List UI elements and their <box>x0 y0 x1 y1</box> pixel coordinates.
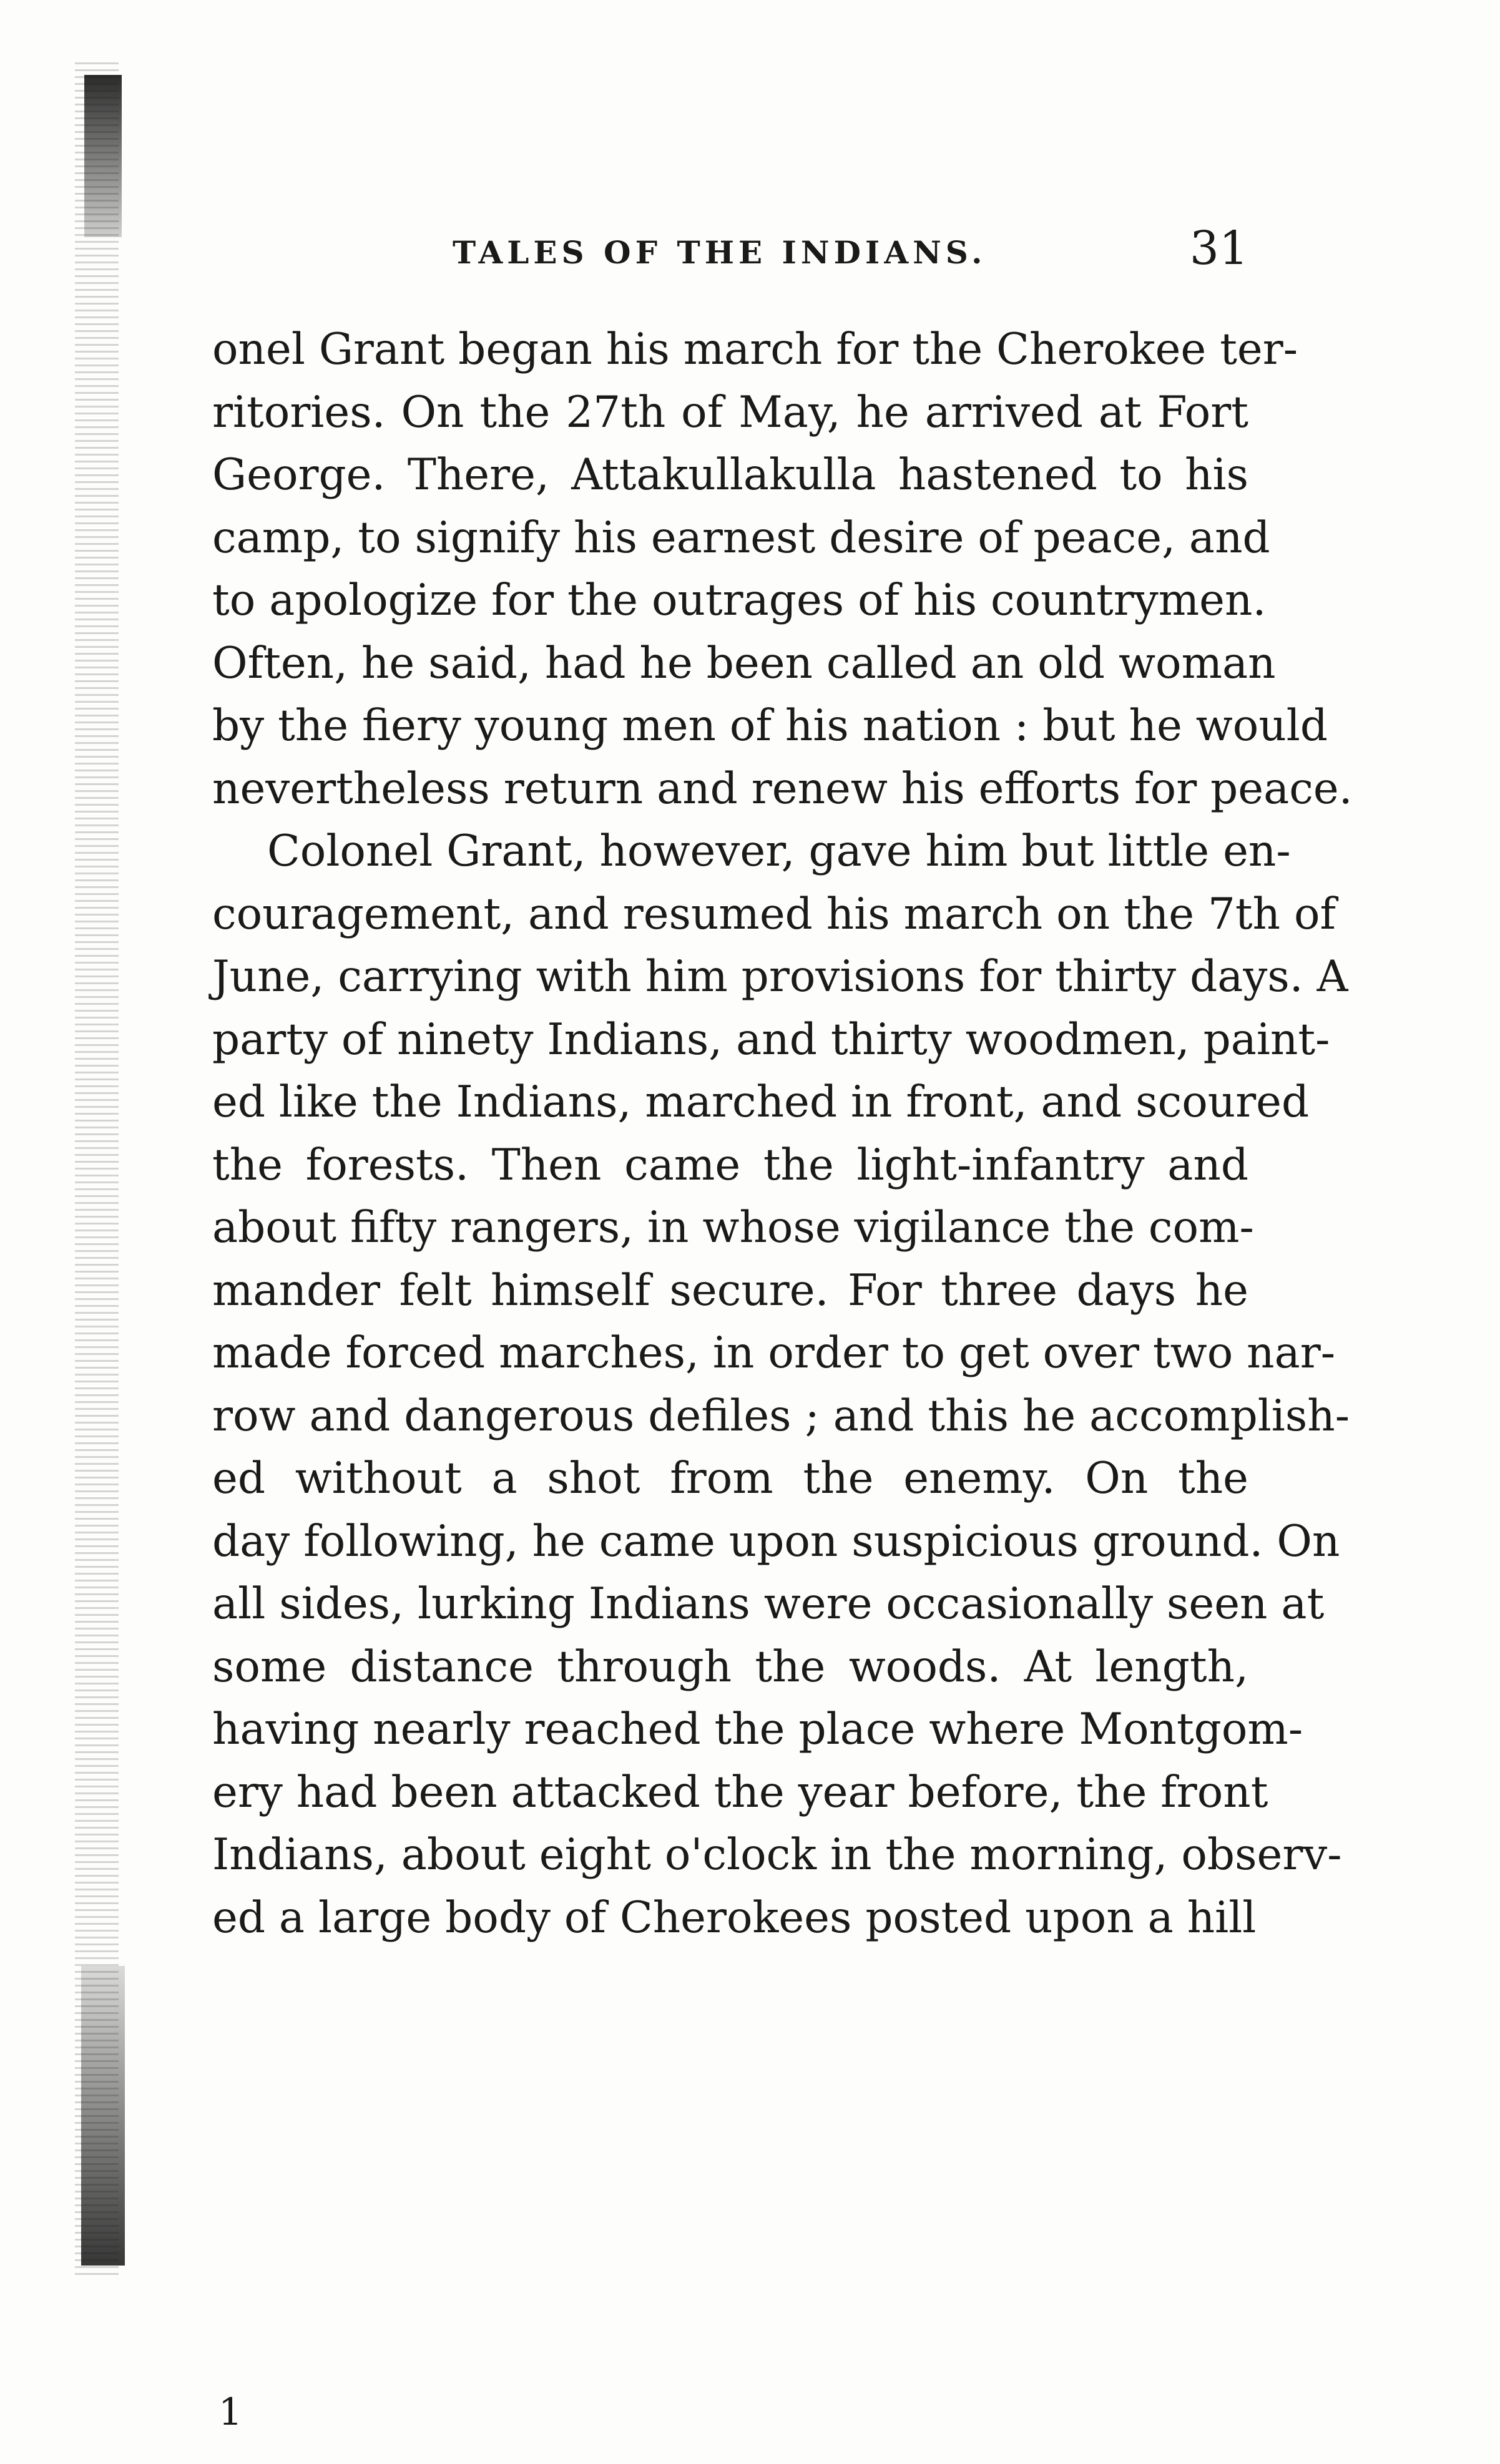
signature-mark: 1 <box>218 2390 243 2434</box>
text-line: camp, to signify his earnest desire of peace, and <box>212 512 1270 563</box>
text-line: the forests. Then came the light-infantry and <box>212 1140 1248 1190</box>
text-line: ed a large body of Cherokees posted upon a hill <box>212 1892 1257 1943</box>
text-line: some distance through the woods. At length, <box>212 1641 1248 1692</box>
text-line: to apologize for the outrages of his countrymen. <box>212 575 1267 625</box>
text-line: nevertheless return and renew his efforts for peace. <box>212 763 1353 814</box>
text-line: Indians, about eight o'clock in the morning, observ- <box>212 1830 1342 1880</box>
text-line: day following, he came upon suspicious ground. On <box>212 1516 1340 1567</box>
text-line: onel Grant began his march for the Cherokee ter- <box>212 325 1298 374</box>
page-number: 31 <box>1189 222 1248 275</box>
text-line: George. There, Attakullakulla hastened to his <box>212 450 1248 500</box>
text-line: having nearly reached the place where Montgom- <box>212 1704 1303 1754</box>
text-line: about fifty rangers, in whose vigilance the com- <box>212 1203 1254 1253</box>
binding-gutter-shadow <box>75 62 119 2278</box>
body-text <box>212 318 1353 1949</box>
text-line: made forced marches, in order to get over two nar- <box>212 1328 1336 1378</box>
running-head <box>212 222 1248 290</box>
binding-gutter-shadow-top <box>84 75 122 237</box>
text-line: Colonel Grant, however, gave him but little en- <box>267 826 1291 876</box>
text-line: ed like the Indians, marched in front, and scoured <box>212 1077 1310 1127</box>
running-head-title: TALES OF THE INDIANS. <box>453 234 987 271</box>
text-line: ritories. On the 27th of May, he arrived at Fort <box>212 387 1248 438</box>
text-line: ery had been attacked the year before, the front <box>212 1767 1268 1817</box>
text-line: ed without a shot from the enemy. On the <box>212 1454 1248 1503</box>
text-line: by the fiery young men of his nation : but he would <box>212 701 1328 751</box>
binding-gutter-shadow-bottom <box>81 1966 125 2266</box>
text-line: all sides, lurking Indians were occasionally seen at <box>212 1579 1325 1629</box>
text-line: row and dangerous defiles ; and this he accomplish- <box>212 1391 1350 1441</box>
text-line: couragement, and resumed his march on the 7th of <box>212 889 1336 939</box>
text-line: June, carrying with him provisions for thirty days. A <box>212 952 1348 1002</box>
text-line: Often, he said, had he been called an old woman <box>212 638 1276 688</box>
text-line: mander felt himself secure. For three days he <box>212 1265 1248 1316</box>
text-line: party of ninety Indians, and thirty woodmen, paint- <box>212 1014 1330 1065</box>
